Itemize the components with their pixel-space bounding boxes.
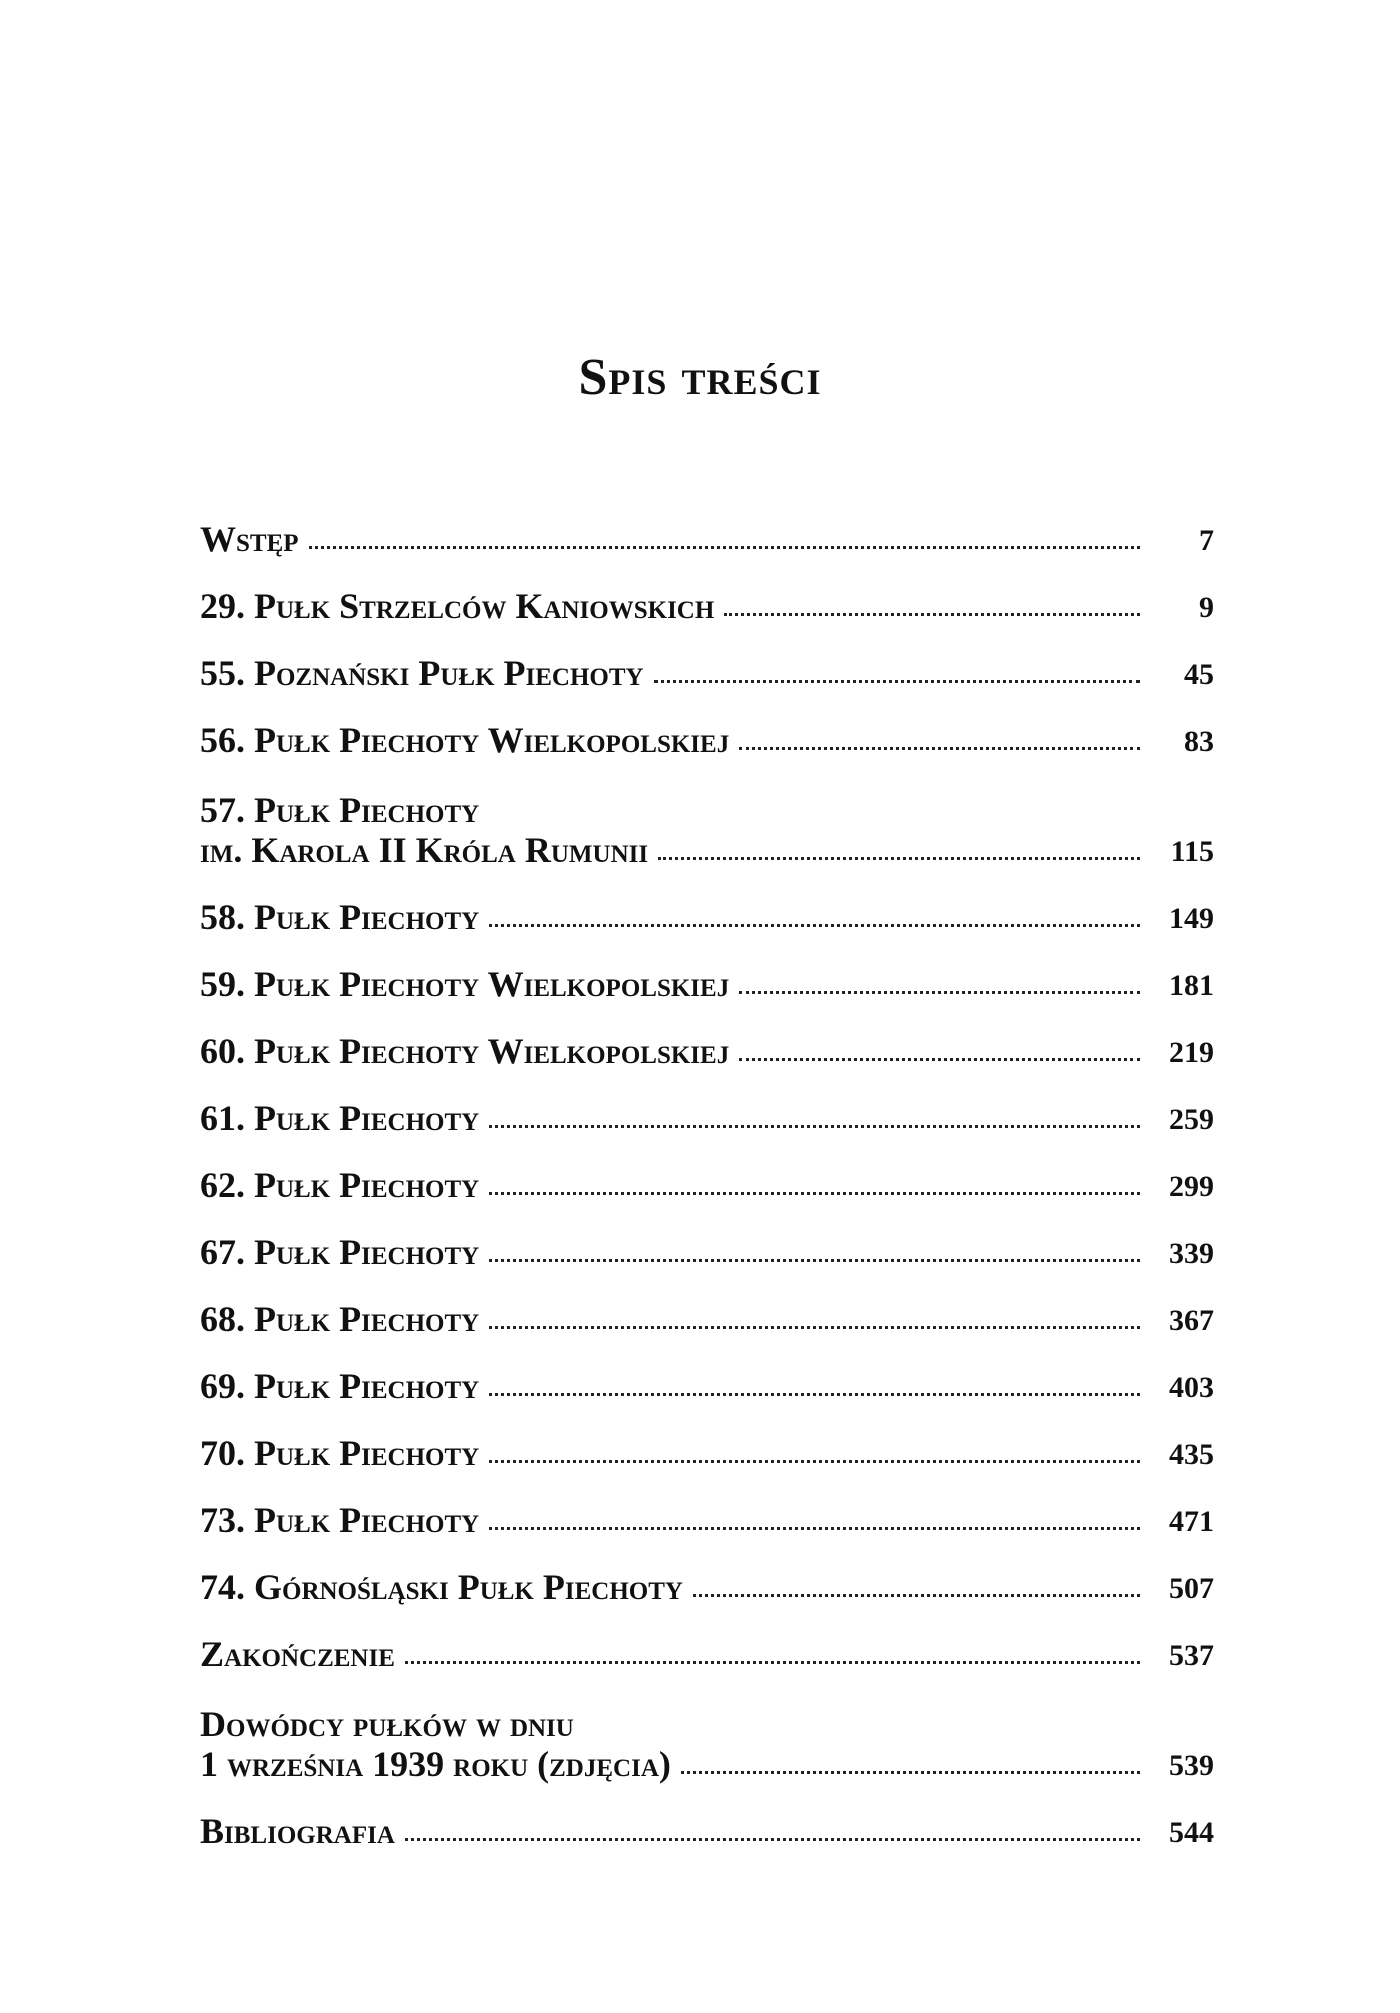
- toc-entry-label: 73. Pułk Piechoty: [200, 1500, 480, 1540]
- toc-page-number: 471: [1169, 1505, 1214, 1538]
- toc-entry-label: 59. Pułk Piechoty Wielkopolskiej: [200, 964, 730, 1004]
- dot-leader: [405, 1661, 1140, 1664]
- toc-page-number: 149: [1169, 902, 1214, 935]
- dot-leader: [724, 613, 1140, 616]
- toc-page-number: 539: [1169, 1749, 1214, 1782]
- toc-entry-label: 55. Poznański Pułk Piechoty: [200, 653, 644, 693]
- dot-leader: [739, 1058, 1140, 1061]
- toc-page-number: 299: [1169, 1170, 1214, 1203]
- toc-entry-label: [200, 1706, 671, 1782]
- toc-entry-label: 60. Pułk Piechoty Wielkopolskiej: [200, 1031, 730, 1071]
- toc-entry-label: 61. Pułk Piechoty: [200, 1098, 480, 1138]
- toc-page-number: 219: [1169, 1036, 1214, 1069]
- toc-entry-zakonczenie: [200, 1605, 1214, 1672]
- toc-page-number: 181: [1169, 969, 1214, 1002]
- toc-entry-62: [200, 1136, 1214, 1203]
- toc-entry-70: [200, 1404, 1214, 1471]
- toc-entry-label: 67. Pułk Piechoty: [200, 1232, 480, 1272]
- dot-leader: [739, 991, 1140, 994]
- toc-page-number: 435: [1169, 1438, 1214, 1471]
- toc-entry-label: 62. Pułk Piechoty: [200, 1165, 480, 1205]
- dot-leader: [489, 1460, 1140, 1463]
- toc-page-number: 115: [1170, 835, 1214, 868]
- toc-entry-label-line2: im. Karola II Króla Rumunii: [200, 830, 649, 870]
- dot-leader: [489, 1527, 1140, 1530]
- dot-leader: [658, 857, 1140, 860]
- toc-entry-wstep: [200, 490, 1214, 557]
- toc-page-number: 544: [1169, 1816, 1214, 1849]
- toc-entry-73: [200, 1471, 1214, 1538]
- toc-entry-label: [200, 792, 648, 868]
- toc-entry-56: [200, 691, 1214, 758]
- toc-page-number: 507: [1169, 1572, 1214, 1605]
- toc-page-number: 367: [1169, 1304, 1214, 1337]
- toc-entry-label: 68. Pułk Piechoty: [200, 1299, 480, 1339]
- toc-entry-69: [200, 1337, 1214, 1404]
- dot-leader: [693, 1594, 1140, 1597]
- toc-entry-74: [200, 1538, 1214, 1605]
- dot-leader: [309, 546, 1140, 549]
- toc-entry-label-line1: Dowódcy pułków w dniu: [200, 1704, 574, 1744]
- dot-leader: [681, 1771, 1140, 1774]
- toc-entry-label-line1: 57. Pułk Piechoty: [200, 790, 480, 830]
- toc-entry-label: 70. Pułk Piechoty: [200, 1433, 480, 1473]
- dot-leader: [489, 1125, 1140, 1128]
- toc-page-number: 403: [1169, 1371, 1214, 1404]
- table-of-contents: [200, 490, 1214, 1849]
- dot-leader: [489, 1326, 1140, 1329]
- toc-entry-label: Zakończenie: [200, 1634, 395, 1674]
- toc-entry-bibliografia: [200, 1782, 1214, 1849]
- toc-entry-68: [200, 1270, 1214, 1337]
- dot-leader: [405, 1838, 1140, 1841]
- toc-entry-67: [200, 1203, 1214, 1270]
- dot-leader: [489, 924, 1140, 927]
- dot-leader: [654, 680, 1140, 683]
- toc-entry-58: [200, 868, 1214, 935]
- dot-leader: [489, 1259, 1140, 1262]
- toc-entry-label: Bibliografia: [200, 1811, 395, 1851]
- dot-leader: [489, 1393, 1140, 1396]
- toc-entry-dowodcy: [200, 1672, 1214, 1782]
- toc-entry-55: [200, 624, 1214, 691]
- toc-entry-61: [200, 1069, 1214, 1136]
- toc-page-number: 83: [1184, 725, 1214, 758]
- toc-entry-label: 74. Górnośląski Pułk Piechoty: [200, 1567, 683, 1607]
- toc-entry-57: [200, 758, 1214, 868]
- toc-page-number: 537: [1169, 1639, 1214, 1672]
- toc-page-number: 9: [1199, 591, 1214, 624]
- dot-leader: [489, 1192, 1140, 1195]
- toc-entry-label-line2: 1 września 1939 roku (zdjęcia): [200, 1744, 671, 1784]
- dot-leader: [739, 747, 1140, 750]
- toc-entry-29: [200, 557, 1214, 624]
- toc-page-number: 339: [1169, 1237, 1214, 1270]
- toc-page-number: 7: [1199, 524, 1214, 557]
- toc-entry-label: 69. Pułk Piechoty: [200, 1366, 480, 1406]
- toc-entry-label: 56. Pułk Piechoty Wielkopolskiej: [200, 720, 730, 760]
- toc-entry-label: 58. Pułk Piechoty: [200, 897, 480, 937]
- toc-page-number: 45: [1184, 658, 1214, 691]
- toc-entry-59: [200, 935, 1214, 1002]
- toc-entry-60: [200, 1002, 1214, 1069]
- page-title: Spis treści: [578, 349, 822, 406]
- toc-page-number: 259: [1169, 1103, 1214, 1136]
- toc-entry-label: Wstęp: [200, 519, 299, 559]
- toc-entry-label: 29. Pułk Strzelców Kaniowskich: [200, 586, 715, 626]
